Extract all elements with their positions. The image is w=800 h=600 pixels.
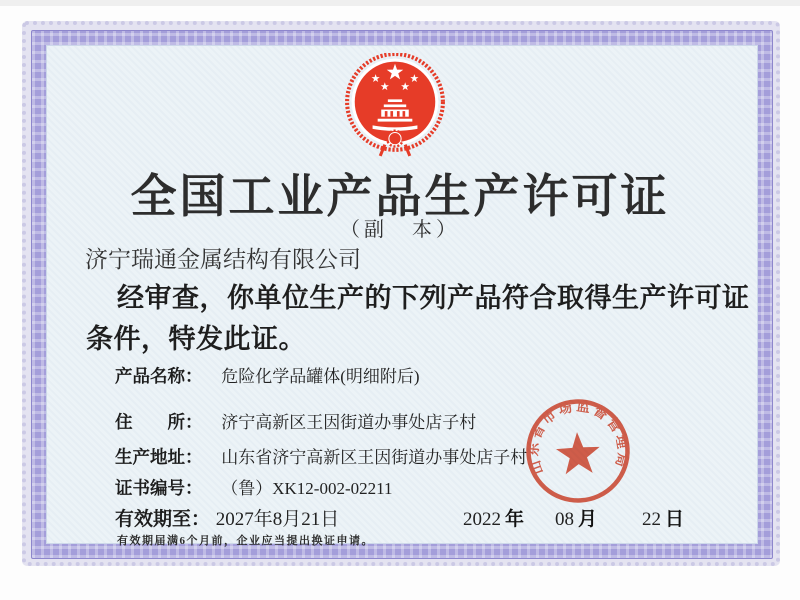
- official-seal-stamp: [521, 394, 635, 508]
- field-value: 2027年8月21日: [215, 509, 340, 530]
- issue-day-value: 22: [642, 509, 661, 530]
- field-label: 住 所：: [115, 412, 203, 432]
- issue-date-month: [555, 504, 597, 531]
- statement-line-1: 经审查，你单位生产的下列产品符合取得生产许可证: [117, 283, 750, 313]
- statement-line-2: 条件，特发此证。: [86, 324, 306, 354]
- field-value: 济宁高新区王因街道办事处店子村: [221, 413, 477, 432]
- field-value: 危险化学品罐体(明细附后): [221, 367, 420, 386]
- field-row-valid-until: [115, 504, 339, 531]
- issue-date-year: [463, 504, 524, 531]
- field-row-production-address: [115, 443, 527, 469]
- issue-date-day: [642, 504, 684, 531]
- field-row-certificate-number: [115, 474, 393, 500]
- field-value: （鲁）XK12-002-02211: [221, 479, 393, 498]
- seal-star-icon: [555, 431, 601, 475]
- issue-year-unit: 年: [505, 509, 525, 530]
- field-label: 证书编号：: [115, 478, 203, 498]
- field-label: 产品名称：: [115, 366, 203, 386]
- scan-edge: [0, 0, 800, 6]
- field-row-residence: [115, 408, 476, 434]
- company-name: 济宁瑞通金属结构有限公司: [85, 247, 361, 272]
- field-label: 有效期至：: [115, 509, 211, 530]
- field-row-product-name: [115, 362, 420, 388]
- renewal-footnote: 有效期届满6个月前，企业应当提出换证申请。: [117, 535, 374, 547]
- certificate-subtitle: （副 本）: [340, 219, 460, 241]
- field-label: 生产地址：: [115, 447, 203, 467]
- field-value: 山东省济宁高新区王因街道办事处店子村: [221, 448, 528, 467]
- issue-month-value: 08: [555, 509, 574, 530]
- certificate-title: 全国工业产品生产许可证: [130, 171, 670, 222]
- issue-month-unit: 月: [578, 509, 598, 530]
- china-national-emblem-icon: [344, 53, 446, 159]
- issue-day-unit: 日: [665, 509, 685, 530]
- seal-text: 山东省市场监督管理局: [525, 398, 631, 477]
- issue-year-value: 2022: [463, 509, 501, 530]
